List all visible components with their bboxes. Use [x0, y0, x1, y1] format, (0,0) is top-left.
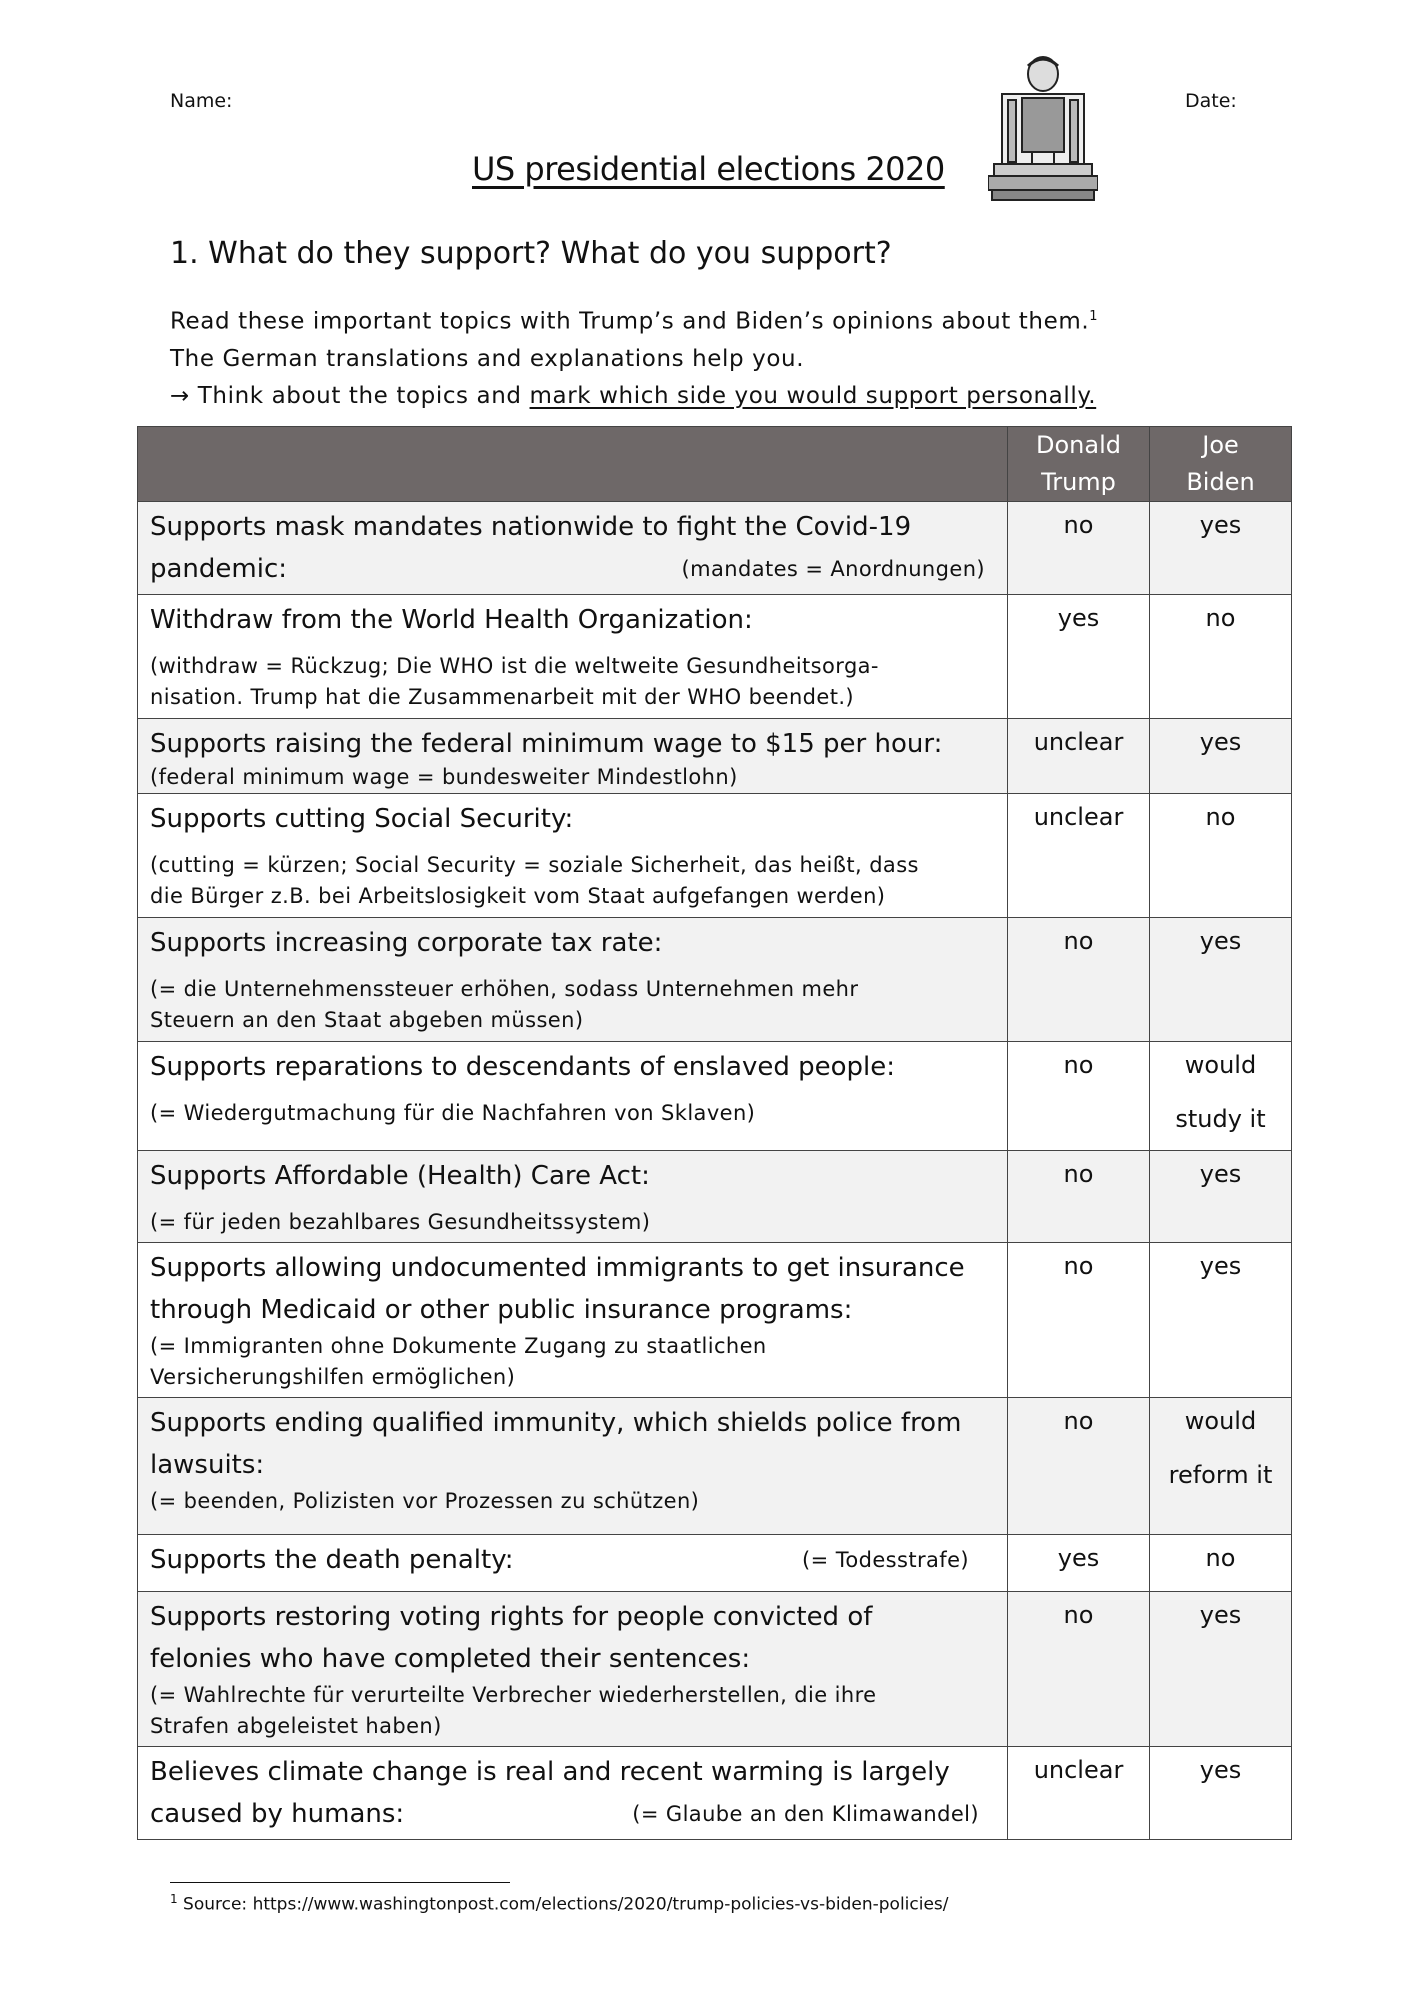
biden-answer: yes — [1150, 1592, 1292, 1747]
biden-answer: yes — [1150, 918, 1292, 1042]
topic-cell: Supports raising the federal minimum wage to $15 per hour: (federal minimum wage = bundesweiter Mindestlohn) — [138, 719, 1008, 794]
footnote: $^1$ Source: https://www.washingtonpost.com/elections/2020/trump-policies-vs-biden-policies/ — [170, 1892, 949, 1915]
topic-cell: Supports reparations to descendants of enslaved people: (= Wiedergutmachung für die Nachfahren von Sklaven) — [138, 1042, 1008, 1151]
topic-cell: Supports Affordable (Health) Care Act: (= für jeden bezahlbares Gesundheitssystem) — [138, 1151, 1008, 1243]
page-title: US presidential elections 2020 — [472, 150, 945, 188]
table-row — [138, 1151, 1292, 1243]
trump-answer: no — [1008, 502, 1150, 595]
name-label: Name: — [170, 90, 233, 112]
trump-answer: no — [1008, 918, 1150, 1042]
biden-answer: would reform it — [1150, 1398, 1292, 1535]
biden-answer: yes — [1150, 1747, 1292, 1840]
header-blank-cell — [138, 427, 1008, 502]
trump-answer: yes — [1008, 1535, 1150, 1592]
topic-cell: Supports ending qualified immunity, which shields police from lawsuits: (= beenden, Polizisten vor Prozessen zu schützen) — [138, 1398, 1008, 1535]
table-row — [138, 794, 1292, 918]
biden-answer: no — [1150, 1535, 1292, 1592]
table-row — [138, 1042, 1292, 1151]
biden-answer: no — [1150, 794, 1292, 918]
header-biden: Joe Biden — [1150, 427, 1292, 502]
trump-answer: unclear — [1008, 794, 1150, 918]
trump-answer: no — [1008, 1243, 1150, 1398]
trump-answer: no — [1008, 1398, 1150, 1535]
trump-answer: unclear — [1008, 1747, 1150, 1840]
president-statue-icon — [988, 52, 1098, 202]
trump-answer: unclear — [1008, 719, 1150, 794]
intro-line-1: Read these important topics with Trump’s and Biden’s opinions about them.$^1$ — [170, 308, 1099, 335]
footnote-source-link[interactable]: Source: https://www.washingtonpost.com/elections/2020/trump-policies-vs-biden-policies/ — [183, 1894, 949, 1915]
table-header-row — [138, 427, 1292, 502]
topic-cell: Supports mask mandates nationwide to fight the Covid-19 pandemic: (mandates = Anordnungen) — [138, 502, 1008, 595]
table-row — [138, 918, 1292, 1042]
trump-answer: no — [1008, 1151, 1150, 1243]
table-row — [138, 1592, 1292, 1747]
intro-line-3: → Think about the topics and mark which side you would support personally. — [170, 382, 1097, 409]
footnote-divider — [170, 1882, 510, 1883]
biden-answer: yes — [1150, 719, 1292, 794]
topic-cell: Supports increasing corporate tax rate: (= die Unternehmenssteuer erhöhen, sodass Unternehmen mehr Steuern an den Staat abgeben müssen) — [138, 918, 1008, 1042]
date-label: Date: — [1185, 90, 1237, 112]
biden-answer: yes — [1150, 1243, 1292, 1398]
table-row — [138, 1398, 1292, 1535]
intro-text — [170, 298, 1098, 415]
table-row — [138, 1535, 1292, 1592]
topic-cell: Supports allowing undocumented immigrants to get insurance through Medicaid or other public insurance programs: (= Immigranten ohne Dokumente Zugang zu staatlichen Versicherungshilfen ermöglichen) — [138, 1243, 1008, 1398]
topic-cell: Supports cutting Social Security: (cutting = kürzen; Social Security = soziale Sicherheit, das heißt, dass die Bürger z.B. bei Arbeitslosigkeit vom Staat aufgefangen werden) — [138, 794, 1008, 918]
biden-answer: no — [1150, 595, 1292, 719]
header-trump: Donald Trump — [1008, 427, 1150, 502]
trump-answer: no — [1008, 1042, 1150, 1151]
policy-table — [137, 426, 1292, 1840]
topic-cell: Withdraw from the World Health Organization: (withdraw = Rückzug; Die WHO ist die weltweite Gesundheitsorga- nisation. Trump hat die Zusammenarbeit mit der WHO beendet.) — [138, 595, 1008, 719]
biden-answer: would study it — [1150, 1042, 1292, 1151]
biden-answer: yes — [1150, 502, 1292, 595]
intro-line-2: The German translations and explanations help you. — [170, 345, 805, 372]
biden-answer: yes — [1150, 1151, 1292, 1243]
table-row — [138, 595, 1292, 719]
section-heading: 1. What do they support? What do you support? — [170, 236, 892, 271]
table-row — [138, 719, 1292, 794]
table-row — [138, 1243, 1292, 1398]
topic-cell: Supports restoring voting rights for people convicted of felonies who have completed their sentences: (= Wahlrechte für verurteilte Verbrecher wiederherstellen, die ihre Strafen abgeleistet haben) — [138, 1592, 1008, 1747]
topic-cell: Believes climate change is real and recent warming is largely caused by humans: (= Glaube an den Klimawandel) — [138, 1747, 1008, 1840]
table-row — [138, 502, 1292, 595]
footnote-ref: 1 — [1089, 309, 1099, 324]
topic-cell: Supports the death penalty: (= Todesstrafe) — [138, 1535, 1008, 1592]
table-row — [138, 1747, 1292, 1840]
trump-answer: yes — [1008, 595, 1150, 719]
trump-answer: no — [1008, 1592, 1150, 1747]
